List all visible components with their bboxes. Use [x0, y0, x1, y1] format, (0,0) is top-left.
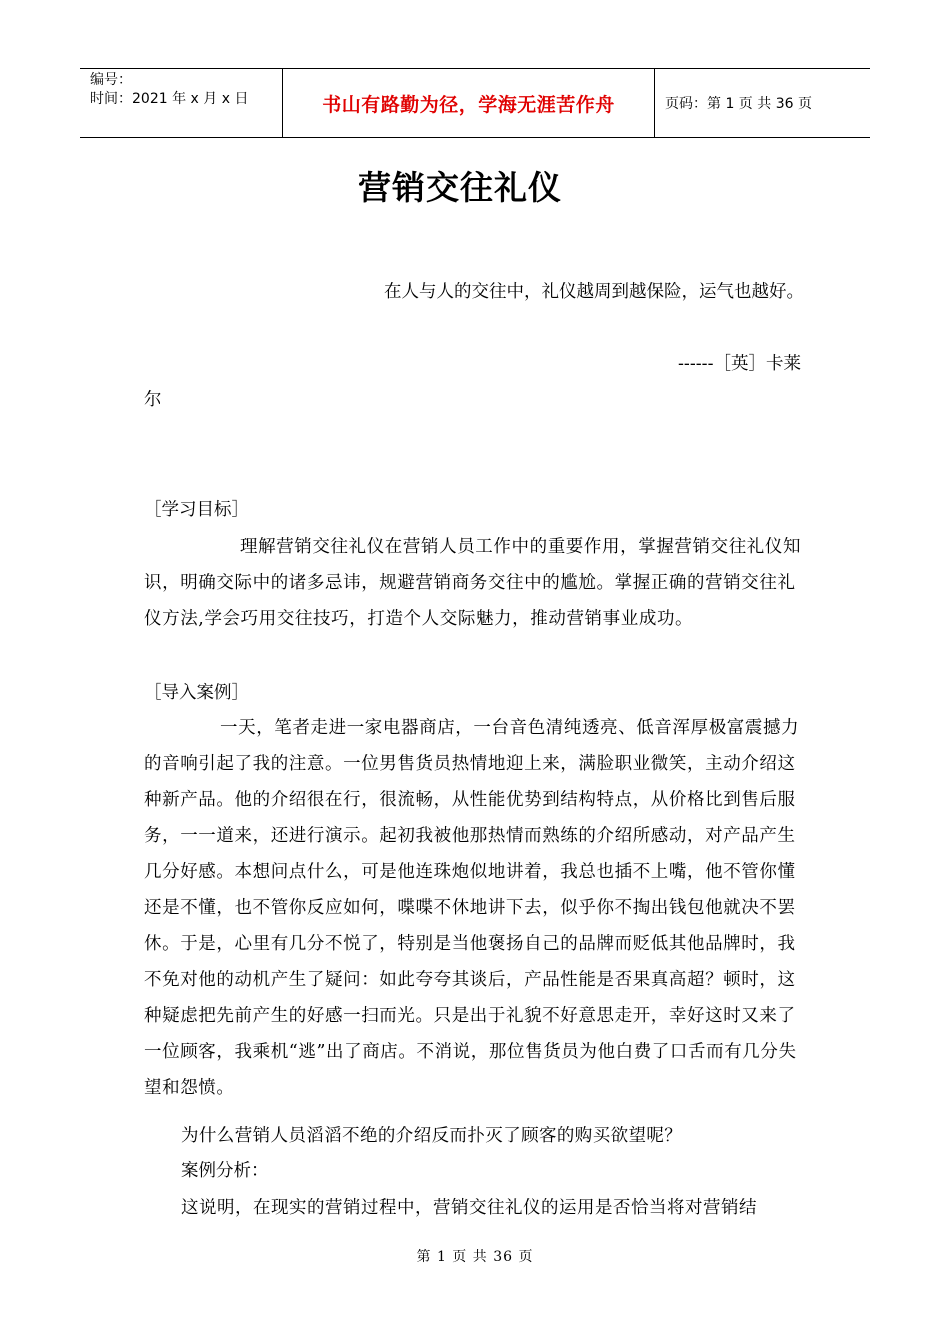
epigraph-author: ------［英］卡莱尔	[144, 354, 801, 410]
case-intro-heading: ［导入案例］	[144, 683, 249, 703]
document-number-label: 编号：	[90, 72, 132, 88]
header-page-info: 页码：第 1 页 共 36 页	[665, 96, 812, 112]
learning-goal-paragraph: 理解营销交往礼仪在营销人员工作中的重要作用，掌握营销交往礼仪知识，明确交际中的诸多忌讳，规避营销商务交往中的尴尬。掌握正确的营销交往礼仪方法,学会巧用交往技巧，打造个人交际魅力，推动营销事业成功。	[144, 537, 802, 629]
document-time-label: 时间：2021 年 x 月 x 日	[90, 91, 249, 107]
case-question: 为什么营销人员滔滔不绝的介绍反而扑灭了顾客的购买欲望呢？	[181, 1126, 683, 1146]
document-title: 营销交往礼仪	[358, 168, 562, 207]
header-meta	[80, 69, 282, 137]
epigraph-quote: 在人与人的交往中，礼仪越周到越保险，运气也越好。	[384, 282, 804, 302]
header-motto: 书山有路勤为径，学海无涯苦作舟	[282, 69, 655, 137]
page-header	[80, 68, 870, 138]
learning-goal-heading: ［学习目标］	[144, 500, 249, 520]
page-footer: 第 1 页 共 36 页	[416, 1249, 534, 1265]
case-analysis-paragraph: 这说明，在现实的营销过程中，营销交往礼仪的运用是否恰当将对营销结	[181, 1198, 757, 1218]
case-intro-paragraph: 一天，笔者走进一家电器商店，一台音色清纯透亮、低音浑厚极富震撼力的音响引起了我的注意。一位男售货员热情地迎上来，满脸职业微笑，主动介绍这种新产品。他的介绍很在行，很流畅，从性能优势到结构特点，从价格比到售后服务，一一道来，还进行演示。起初我被他那热情而熟练的介绍所感动，对产品产生几分好感。本想问点什么，可是他连珠炮似地讲着，我总也插不上嘴，他不管你懂还是不懂，也不管你反应如何，喋喋不休地讲下去，似乎你不掏出钱包他就决不罢休。于是，心里有几分不悦了，特别是当他褒扬自己的品牌而贬低其他品牌时，我不免对他的动机产生了疑问：如此夸夸其谈后，产品性能是否果真高超？顿时，这种疑虑把先前产生的好感一扫而光。只是出于礼貌不好意思走开，幸好这时又来了一位顾客，我乘机“逃”出了商店。不消说，那位售货员为他白费了口舌而有几分失望和怨愤。	[144, 718, 800, 1098]
case-analysis-heading: 案例分析：	[181, 1161, 269, 1181]
